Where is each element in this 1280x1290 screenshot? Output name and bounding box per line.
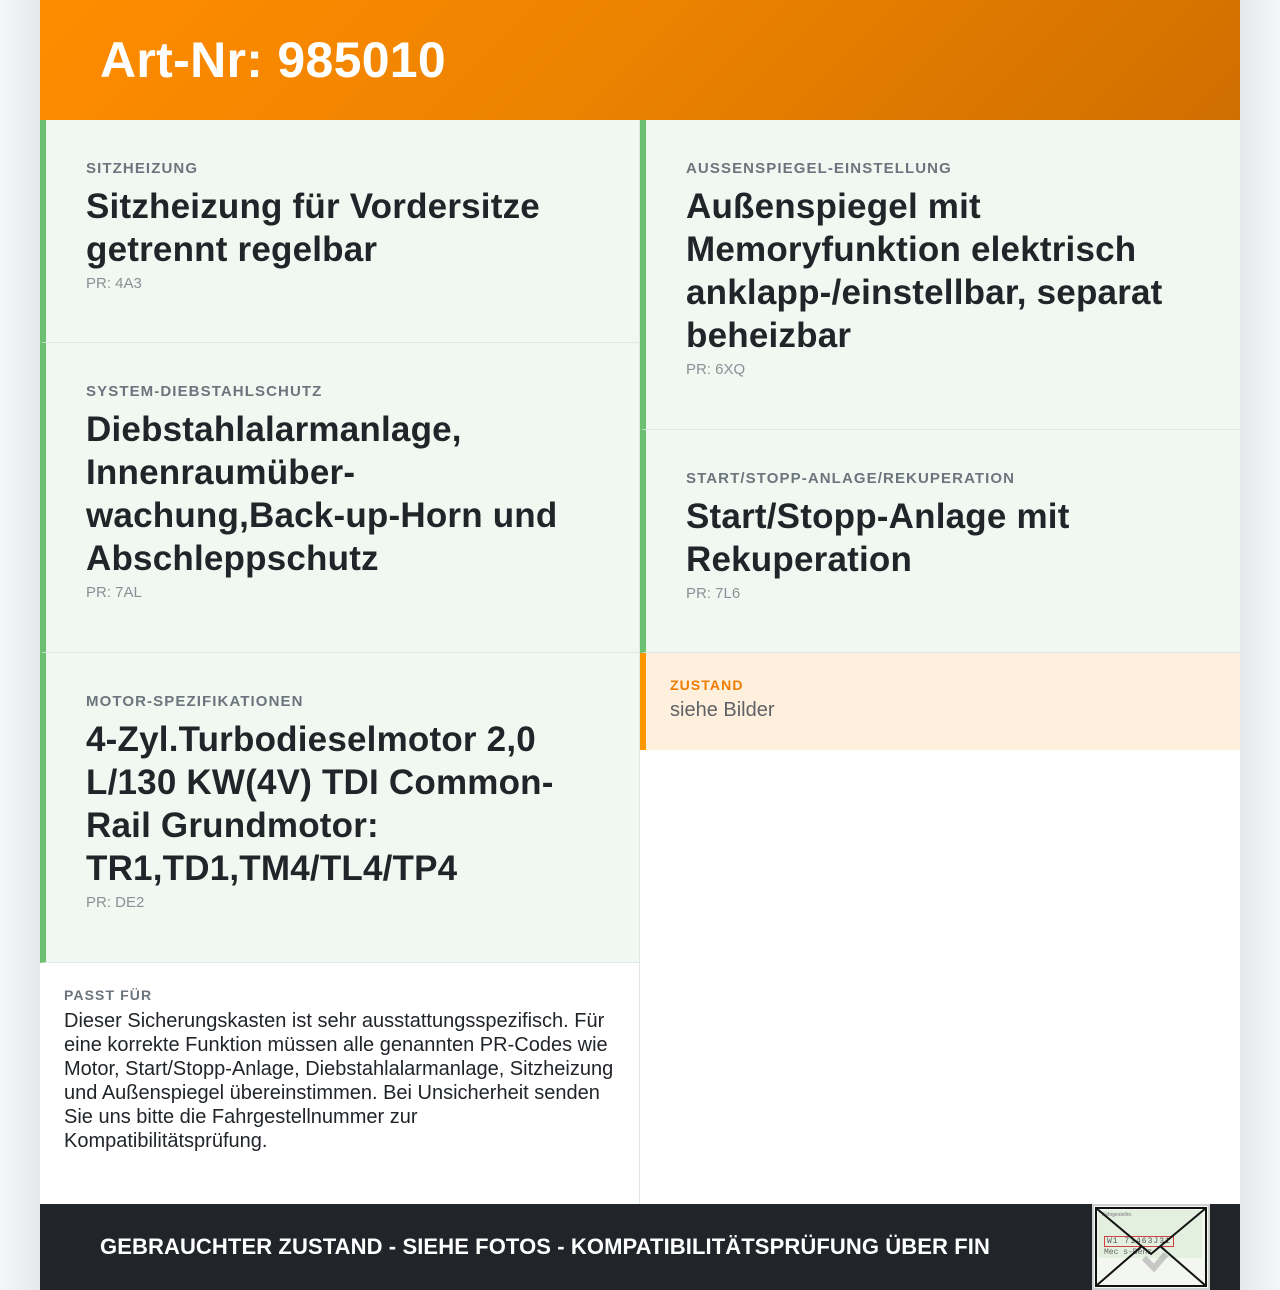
feature-card-motor [40,653,639,963]
condition-box [640,653,1240,750]
compatibility-note [40,963,639,1177]
brand-fragment: Mec s-Benz [1104,1248,1153,1257]
article-number-title: Art-Nr: 985010 [100,32,447,88]
feature-card-start-stopp [640,430,1240,653]
document-label: Fahrgestellnr. [1102,1212,1133,1218]
feature-pr-code: PR: DE2 [86,894,145,911]
feature-card-diebstahlschutz [40,343,639,653]
compatibility-label: PASST FÜR [64,987,153,1003]
feature-card-aussenspiegel [640,120,1240,430]
feature-pr-code: PR: 6XQ [686,361,746,378]
feature-label: SYSTEM-DIEBSTAHLSCHUTZ [86,383,323,400]
feature-grid [40,120,1240,1204]
footer-banner [40,1204,1240,1290]
feature-value: Start/Stopp-Anlage mit Rekuperation [686,497,1070,579]
feature-value: 4-Zyl.Turbodieselmotor 2,0 L/130 KW(4V) TDI Common-Rail Grundmotor: TR1,TD1,TM4/TL4/TP4 [86,720,554,888]
footer-text: GEBRAUCHTER ZUSTAND - SIEHE FOTOS - KOMPATIBILITÄTSPRÜFUNG ÜBER FIN [100,1234,990,1259]
feature-label: AUSSENSPIEGEL-EINSTELLUNG [686,160,952,177]
left-column [40,120,640,1204]
right-column [640,120,1240,1204]
feature-value: Sitzheizung für Vordersitze getrennt regelbar [86,187,540,269]
envelope-fin-icon [1092,1204,1210,1290]
product-sheet [40,0,1240,1290]
condition-label: ZUSTAND [670,677,744,693]
feature-label: MOTOR-SPEZIFIKATIONEN [86,693,304,710]
compatibility-text: Dieser Sicherungskasten ist sehr ausstattungsspezifisch. Für eine korrekte Funktion müssen alle genannten PR-Codes wie Motor, Start/Stopp-Anlage, Diebstahlalarmanlage, Sitzheizung und Außenspiegel übereinstimmen. Bei Unsicherheit senden Sie uns bitte die Fahrgestellnummer zur Kompatibilitätsprüfung. [64,1010,614,1152]
feature-value: Außenspiegel mit Memoryfunktion elektrisch anklapp-/einstellbar, separat beheizbar [686,187,1163,355]
feature-label: START/STOPP-ANLAGE/REKUPERATION [686,470,1016,487]
feature-value: Diebstahlalarmanlage, Innenraumüber-wachung,Back-up-Horn und Abschleppschutz [86,410,558,578]
header-bar [40,0,1240,120]
feature-pr-code: PR: 4A3 [86,275,142,292]
feature-pr-code: PR: 7AL [86,584,142,601]
envelope-outline-icon [1094,1206,1208,1288]
vin-fragment: W1 71463J31 [1104,1236,1174,1247]
feature-pr-code: PR: 7L6 [686,585,741,602]
condition-value: siehe Bilder [670,699,775,721]
feature-card-sitzheizung [40,120,639,343]
feature-label: SITZHEIZUNG [86,160,199,177]
